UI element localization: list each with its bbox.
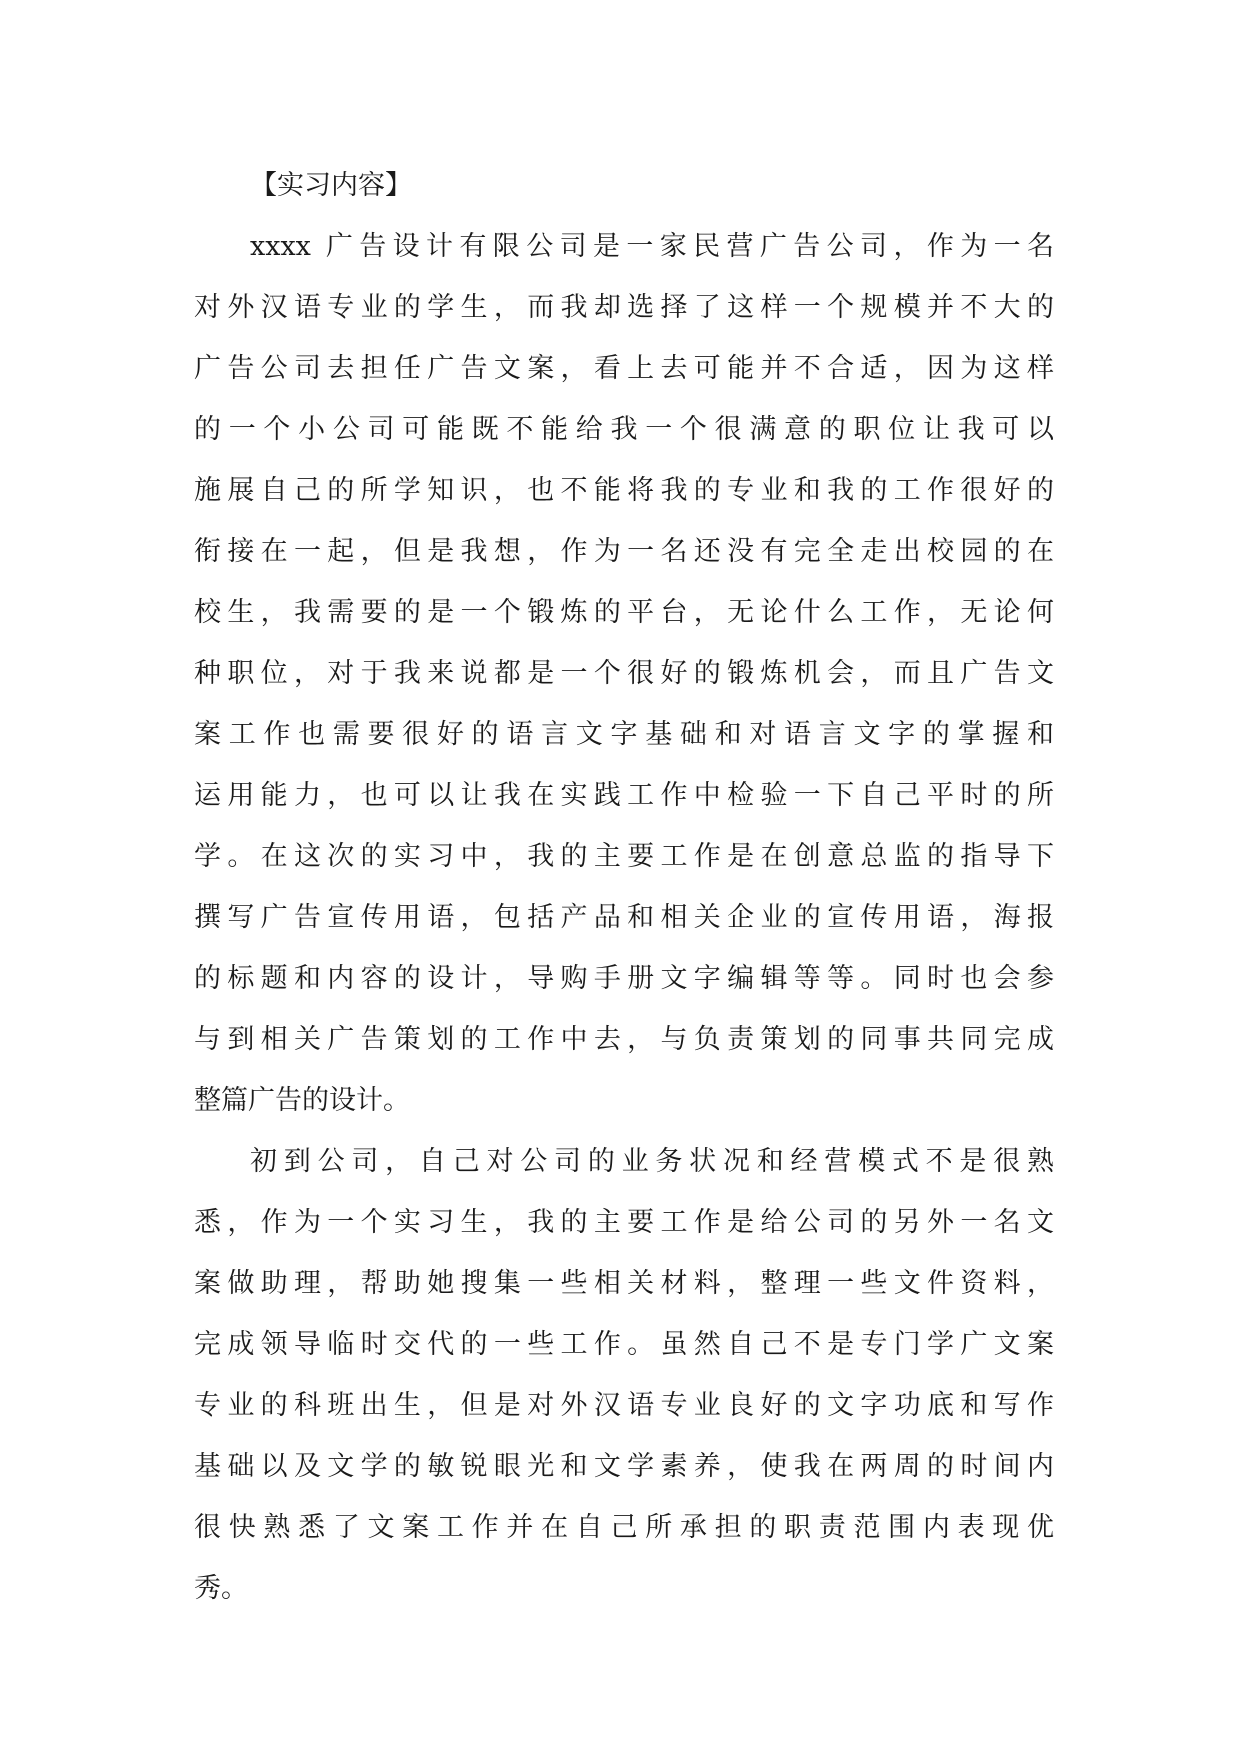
paragraph-line: 整篇广告的设计。 <box>194 1085 410 1116</box>
paragraph-line: 悉，作为一个实习生，我的主要工作是给公司的另外一名文 <box>194 1207 1054 1238</box>
paragraph-line: 很快熟悉了文案工作并在自己所承担的职责范围内表现优 <box>194 1512 1054 1543</box>
document-body <box>194 155 1054 1619</box>
paragraph-line: 与到相关广告策划的工作中去，与负责策划的同事共同完成 <box>194 1024 1054 1055</box>
paragraph-2 <box>194 1131 1054 1619</box>
paragraph-line: 种职位，对于我来说都是一个很好的锻炼机会，而且广告文 <box>194 658 1054 689</box>
paragraph-line: 的标题和内容的设计，导购手册文字编辑等等。同时也会参 <box>194 963 1054 994</box>
paragraph-line: 案做助理，帮助她搜集一些相关材料，整理一些文件资料， <box>194 1268 1054 1299</box>
paragraph-line: 广告公司去担任广告文案，看上去可能并不合适，因为这样 <box>194 353 1054 384</box>
paragraph-line: 学。在这次的实习中，我的主要工作是在创意总监的指导下 <box>194 841 1054 872</box>
paragraph-line: 的一个小公司可能既不能给我一个很满意的职位让我可以 <box>194 414 1054 445</box>
paragraph-line: xxxx 广告设计有限公司是一家民营广告公司，作为一名 <box>250 231 1054 262</box>
paragraph-line: 基础以及文学的敏锐眼光和文学素养，使我在两周的时间内 <box>194 1451 1054 1482</box>
paragraph-line: 秀。 <box>194 1573 248 1604</box>
paragraph-1 <box>194 216 1054 1131</box>
paragraph-line: 专业的科班出生，但是对外汉语专业良好的文字功底和写作 <box>194 1390 1054 1421</box>
paragraph-line: 完成领导临时交代的一些工作。虽然自己不是专门学广文案 <box>194 1329 1054 1360</box>
paragraph-line: 施展自己的所学知识，也不能将我的专业和我的工作很好的 <box>194 475 1054 506</box>
paragraph-line: 校生，我需要的是一个锻炼的平台，无论什么工作，无论何 <box>194 597 1054 628</box>
paragraph-line: 对外汉语专业的学生，而我却选择了这样一个规模并不大的 <box>194 292 1054 323</box>
paragraph-line: 初到公司，自己对公司的业务状况和经营模式不是很熟 <box>250 1146 1054 1177</box>
section-heading: 【实习内容】 <box>250 170 412 201</box>
paragraph-line: 案工作也需要很好的语言文字基础和对语言文字的掌握和 <box>194 719 1054 750</box>
paragraph-line: 运用能力，也可以让我在实践工作中检验一下自己平时的所 <box>194 780 1054 811</box>
paragraph-line: 撰写广告宣传用语，包括产品和相关企业的宣传用语，海报 <box>194 902 1054 933</box>
paragraph-line: 衔接在一起，但是我想，作为一名还没有完全走出校园的在 <box>194 536 1054 567</box>
